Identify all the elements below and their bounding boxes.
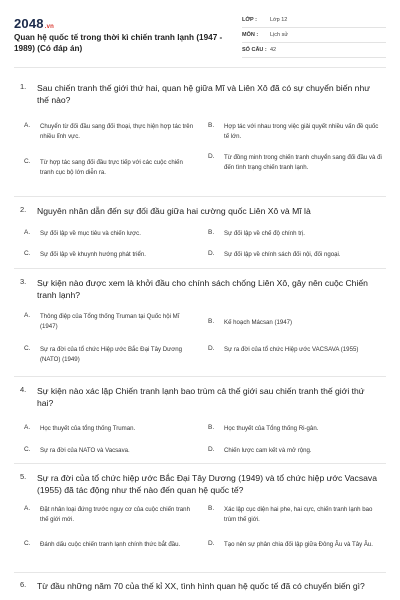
question-1 (20, 82, 382, 192)
option-letter: B. (208, 318, 215, 325)
question-number: 1. (20, 82, 27, 91)
logo-main: 2048 (14, 16, 44, 31)
option-letter: B. (208, 424, 215, 431)
option-letter: C. (24, 540, 31, 547)
option-text: Sự đối lập về mục tiêu và chiến lược. (40, 230, 141, 237)
meta-row-subject (242, 29, 386, 43)
option-letter: C. (24, 158, 31, 165)
meta-value: Lớp 12 (270, 17, 288, 23)
meta-value: 42 (270, 47, 277, 53)
option-text: Chiến lược cam kết và mở rộng. (224, 447, 312, 454)
meta-key: MÔN : (242, 32, 259, 38)
option-text: Từ đồng minh trong chiến tranh chuyển sang đối đầu và đi đến tình trạng chiến tranh lạnh. (224, 154, 382, 171)
question-number: 5. (20, 472, 27, 481)
question-5 (20, 472, 382, 572)
document-header (14, 12, 386, 62)
meta-row-count (242, 44, 386, 58)
option-letter: B. (208, 505, 215, 512)
question-text: Sự kiện nào được xem là khởi đầu cho chính sách chống Liên Xô, gây nên cuộc Chiến tranh lạnh? (37, 278, 368, 300)
question-divider (14, 268, 386, 269)
document-meta (242, 14, 386, 59)
option-text: Sự ra đời của tổ chức Hiệp ước VACSAVA (1955) (224, 346, 359, 353)
question-text: Nguyên nhân dẫn đến sự đối đầu giữa hai cường quốc Liên Xô và Mĩ là (37, 206, 311, 216)
option-letter: D. (208, 540, 215, 547)
option-text: Đánh dấu cuộc chiến tranh lạnh chính thức bắt đầu. (40, 541, 181, 548)
option-text: Thông điệp của Tổng thống Truman tại Quốc hội Mĩ (1947) (40, 313, 180, 330)
question-divider (14, 196, 386, 197)
question-divider (14, 376, 386, 377)
option-text: Học thuyết của tổng thống Truman. (40, 425, 136, 432)
logo-sub: .vn (44, 24, 55, 30)
question-number: 3. (20, 277, 27, 286)
meta-key: SỐ CÂU : (242, 47, 267, 53)
option-letter: A. (24, 505, 31, 512)
question-text: Từ đầu những năm 70 của thế kỉ XX, tình hình quan hệ quốc tế đã có chuyển biến gì? (37, 581, 365, 591)
question-divider (14, 572, 386, 573)
option-letter: B. (208, 229, 215, 236)
option-text: Sự ra đời của NATO và Vacsava. (40, 447, 130, 454)
option-letter: C. (24, 345, 31, 352)
option-letter: A. (24, 229, 31, 236)
question-6 (20, 580, 382, 600)
question-2 (20, 205, 382, 265)
option-text: Học thuyết của Tổng thống Ri-gân. (224, 425, 319, 432)
option-text: Sự đối lập về chế độ chính trị. (224, 230, 305, 237)
option-text: Xác lập cục diện hai phe, hai cực, chiến tranh lạnh bao trùm thế giới. (224, 506, 373, 523)
question-3 (20, 277, 382, 372)
option-text: Sự ra đời của tổ chức Hiệp ước Bắc Đại Tây Dương (NATO) (1949) (40, 346, 182, 363)
option-letter: D. (208, 446, 215, 453)
option-letter: B. (208, 122, 215, 129)
question-number: 4. (20, 385, 27, 394)
meta-row-class (242, 14, 386, 28)
question-number: 2. (20, 205, 27, 214)
option-letter: C. (24, 250, 31, 257)
option-letter: D. (208, 250, 215, 257)
option-text: Chuyển từ đối đầu sang đối thoại, thực hiện hợp tác trên nhiều lĩnh vực. (40, 123, 194, 140)
question-number: 6. (20, 580, 27, 589)
meta-key: LỚP : (242, 17, 257, 23)
option-letter: C. (24, 446, 31, 453)
header-divider (14, 67, 386, 68)
question-text: Sự kiện nào xác lập Chiến tranh lạnh bao trùm cả thế giới sau chiến tranh thế giới thứ hai? (37, 386, 365, 408)
option-letter: A. (24, 122, 31, 129)
site-logo[interactable] (14, 16, 54, 31)
question-text: Sự ra đời của tổ chức hiệp ước Bắc Đại Tây Dương (1949) và tổ chức hiệp ước Vacsava (1955) đã tác động như thế nào đến quan hệ quốc tế? (37, 473, 378, 495)
meta-value: Lịch sử (270, 32, 289, 38)
option-text: Sự đối lập về chính sách đối nội, đối ngoại. (224, 251, 341, 258)
option-letter: A. (24, 424, 31, 431)
question-4 (20, 385, 382, 460)
option-text: Kế hoạch Mácsan (1947) (224, 319, 293, 326)
option-letter: A. (24, 312, 31, 319)
option-letter: D. (208, 153, 215, 160)
question-text: Sau chiến tranh thế giới thứ hai, quan hệ giữa Mĩ và Liên Xô đã có sự chuyển biến như thế nào? (37, 83, 370, 105)
question-divider (14, 463, 386, 464)
option-text: Đặt nhân loại đứng trước nguy cơ của cuộc chiến tranh thế giới mới. (40, 506, 190, 523)
option-text: Từ hợp tác sang đối đầu trực tiếp với các cuộc chiến tranh cục bộ lớn diễn ra. (40, 159, 183, 176)
option-text: Hợp tác với nhau trong việc giải quyết nhiều vấn đề quốc tế lớn. (224, 123, 379, 140)
option-letter: D. (208, 345, 215, 352)
document-title: Quan hệ quốc tế trong thời kì chiến tranh lạnh (1947 - 1989) (Có đáp án) (14, 33, 223, 53)
option-text: Tạo nên sự phân chia đối lập giữa Đông Âu và Tây Âu. (224, 541, 373, 548)
option-text: Sự đối lập về khuynh hướng phát triển. (40, 251, 146, 258)
